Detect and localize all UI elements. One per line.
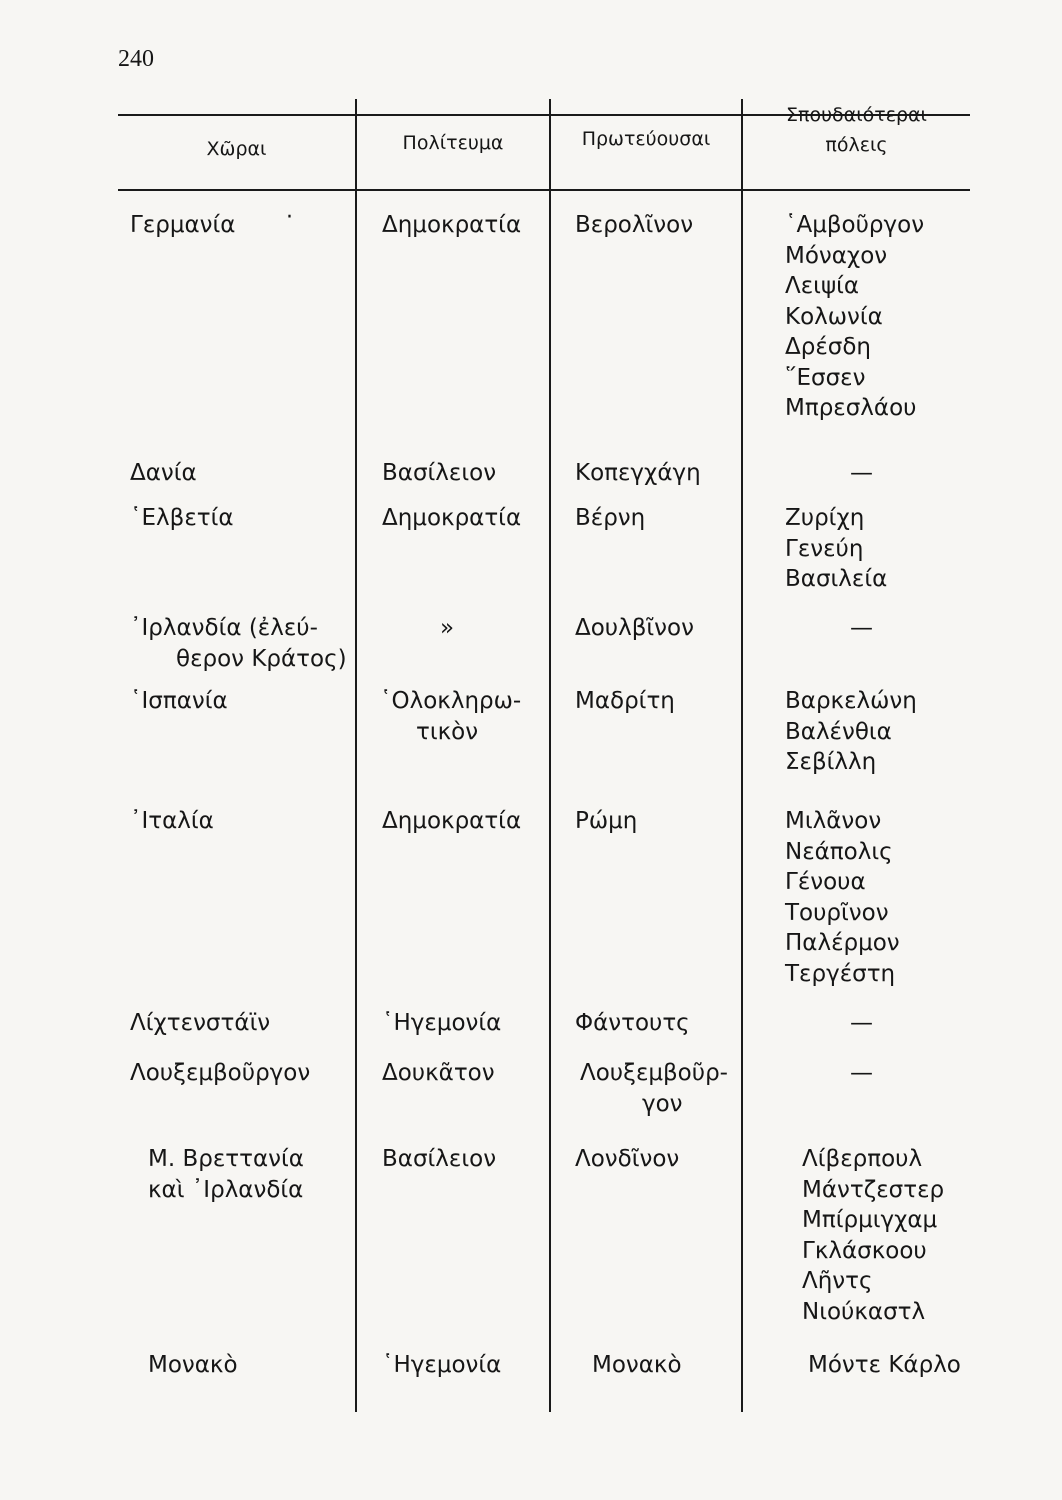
cities-cell-line: Σεβίλλη [785,749,877,775]
capital-cell-line: Βέρνη [575,505,646,531]
cities-cell-line: Τουρῖνον [785,899,889,926]
cities-cell-line: Ζυρίχη [785,505,865,531]
country-cell [130,686,228,717]
table-header-rule [118,189,970,191]
regime-cell [382,806,521,837]
regime-cell [382,1058,495,1089]
capital-cell [575,503,645,534]
regime-cell-line: Δημοκρατία [382,212,522,238]
regime-cell [380,686,521,747]
cities-cell-line: Δρέσδη [785,334,871,360]
header-countries: Χῶραι [206,138,267,160]
cities-cell [785,686,917,778]
capital-cell-line: Κοπεγχάγη [575,460,701,486]
capital-cell [580,1058,728,1119]
capital-cell [575,613,694,644]
cities-cell [850,1008,873,1039]
cities-cell-line: Μπρεσλάου [785,395,917,421]
regime-cell-line: Βασίλειον [382,460,497,486]
capital-cell [575,686,675,717]
cities-cell-line: — [850,460,873,486]
capital-cell-line: Λονδῖνον [575,1146,680,1172]
country-cell [148,1350,238,1381]
country-cell [130,210,235,241]
capital-cell [575,1008,690,1039]
regime-cell-line: Βασίλειον [382,1146,497,1172]
column-divider-1 [355,99,357,1412]
regime-cell [382,1144,496,1175]
header-regime: Πολίτευμα [402,132,504,154]
cities-cell-line: Μάντζεστερ [802,1176,945,1203]
country-cell [130,1058,310,1089]
regime-cell [382,210,521,241]
cities-cell [850,458,873,489]
header-cities-line-2: πόλεις [825,134,888,156]
page-number: 240 [118,46,154,72]
capital-cell-line: Φάντουτς [575,1010,690,1036]
cities-cell [785,503,887,595]
regime-cell-line: ῾Ηγεμονία [382,1352,502,1378]
country-cell-line: ᾿Ιρλανδία (ἐλεύ- [130,615,318,641]
cities-cell-line: Λῆντς [802,1268,873,1294]
cities-cell-line: Μπίρμιγχαμ [802,1207,938,1233]
country-cell-line: Μονακὸ [148,1352,238,1378]
cities-cell-line: Κολωνία [785,303,883,330]
capital-cell-line: γον [642,1090,683,1117]
header-capitals: Πρωτεύουσαι [581,128,711,150]
cities-cell-line: — [850,1010,873,1036]
country-cell-line: ῾Ελβετία [130,505,234,531]
capital-cell-line: Λουξεμβοῦρ- [580,1060,728,1086]
cities-cell-line: Γκλάσκοου [802,1237,927,1264]
stray-dot-mark: · [286,205,293,230]
cities-cell-line: ῾Αμβοῦργον [785,212,925,238]
cities-cell-line: Βασιλεία [785,566,888,592]
regime-cell-line: Δημοκρατία [382,505,522,531]
cities-cell [850,613,873,644]
capital-cell-line: Μονακὸ [592,1352,682,1378]
cities-cell-line: Γενεύη [785,535,864,562]
regime-cell [382,503,521,534]
cities-cell-line: Γένουα [785,869,866,895]
cities-cell-line: Βαλένθια [785,718,892,745]
regime-cell [382,458,496,489]
country-cell-line: θερον Κράτος) [176,645,347,672]
cities-cell-line: Τεργέστη [785,960,896,987]
cities-cell [802,1144,944,1327]
cities-cell-line: Νιούκαστλ [802,1298,926,1325]
header-cities [743,100,970,160]
country-cell-line: Δανία [130,460,197,486]
capital-cell-line: Ρώμη [575,808,638,834]
cities-cell-line: Νεάπολις [785,838,893,865]
cities-cell [785,210,924,424]
cities-cell [850,1058,873,1089]
country-cell [148,1144,304,1205]
cities-cell-line: Μιλᾶνον [785,808,882,834]
column-divider-2 [549,99,551,1412]
country-cell [130,613,347,674]
country-cell-line: καὶ ᾿Ιρλανδία [148,1176,304,1203]
header-cities-line-1: Σπουδαιότεραι [786,104,927,126]
country-cell [130,806,214,837]
regime-cell [440,613,454,644]
column-divider-3 [741,99,743,1412]
cities-cell-line: ῞Εσσεν [785,364,866,391]
cities-cell-line: — [850,1060,873,1086]
country-cell-line: ῾Ισπανία [130,688,228,714]
country-cell-line: Μ. Βρεττανία [148,1146,304,1172]
cities-cell-line: Λειψία [785,273,860,299]
cities-cell-line: — [850,615,873,641]
capital-cell-line: Βερολῖνον [575,212,694,238]
cities-cell-line: Μόναχον [785,242,888,269]
capital-cell-line: Δουλβῖνον [575,615,694,641]
capital-cell [575,210,693,241]
regime-cell-line: ῾Ηγεμονία [382,1010,502,1036]
regime-cell-line: » [440,615,455,641]
country-cell-line: ᾿Ιταλία [130,808,214,834]
cities-cell-line: Παλέρμον [785,930,900,956]
regime-cell-line: ῾Ολοκληρω- [380,688,522,714]
country-cell-line: Λίχτενστάϊν [130,1010,271,1036]
country-cell [130,1008,270,1039]
capital-cell [575,1144,679,1175]
regime-cell [382,1008,501,1039]
cities-cell-line: Λίβερπουλ [802,1146,923,1172]
regime-cell-line: τικὸν [416,718,479,745]
capital-cell [592,1350,682,1381]
capital-cell [575,806,637,837]
regime-cell [382,1350,501,1381]
cities-cell [808,1350,961,1381]
cities-cell [785,806,900,989]
country-cell [130,458,197,489]
cities-cell-line: Βαρκελώνη [785,688,917,714]
capital-cell-line: Μαδρίτη [575,688,675,714]
country-cell-line: Λουξεμβοῦργον [130,1060,311,1086]
regime-cell-line: Δουκᾶτον [382,1060,495,1086]
country-cell-line: Γερμανία [130,212,236,238]
regime-cell-line: Δημοκρατία [382,808,522,834]
country-cell [130,503,234,534]
cities-cell-line: Μόντε Κάρλο [808,1352,961,1378]
capital-cell [575,458,701,489]
